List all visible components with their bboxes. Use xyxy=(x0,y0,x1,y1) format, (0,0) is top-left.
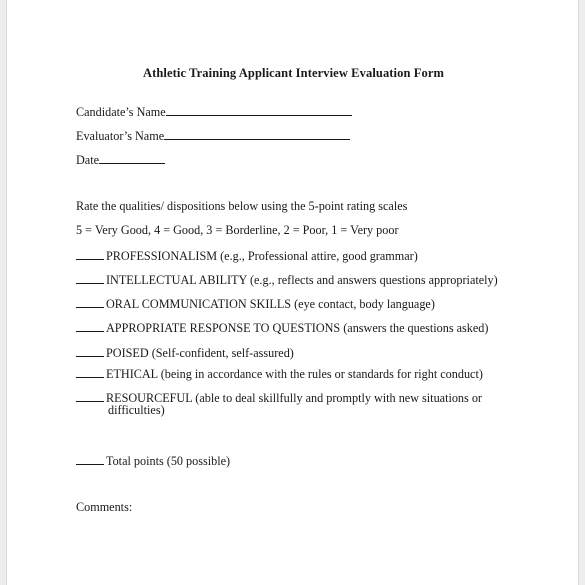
document-page xyxy=(6,0,579,585)
criterion-professionalism: PROFESSIONALISM (e.g., Professional attire, good grammar) xyxy=(76,247,418,263)
date-label: Date xyxy=(76,153,100,167)
candidate-name-row xyxy=(76,103,352,119)
rating-blank[interactable] xyxy=(76,344,104,357)
evaluator-name-field[interactable] xyxy=(164,127,350,140)
candidate-name-label: Candidate’s Name xyxy=(76,105,166,119)
criterion-resourceful-cont: difficulties) xyxy=(108,403,165,417)
criterion-oral-communication: ORAL COMMUNICATION SKILLS (eye contact, body language) xyxy=(76,295,435,311)
criterion-resourceful: RESOURCEFUL (able to deal skillfully and promptly with new situations or xyxy=(76,389,482,405)
criterion-appropriate-response: APPROPRIATE RESPONSE TO QUESTIONS (answers the questions asked) xyxy=(76,319,488,335)
rating-blank[interactable] xyxy=(76,365,104,378)
comments-label: Comments: xyxy=(76,500,133,514)
evaluator-name-label: Evaluator’s Name xyxy=(76,129,165,143)
rating-blank[interactable] xyxy=(76,319,104,332)
form-title: Athletic Training Applicant Interview Evaluation Form xyxy=(142,66,445,80)
candidate-name-field[interactable] xyxy=(166,103,352,116)
rating-blank[interactable] xyxy=(76,247,104,260)
rating-scale: 5 = Very Good, 4 = Good, 3 = Borderline, 2 = Poor, 1 = Very poor xyxy=(76,223,399,237)
instructions: Rate the qualities/ dispositions below using the 5-point rating scales xyxy=(76,199,408,213)
criterion-ethical: ETHICAL (being in accordance with the rules or standards for right conduct) xyxy=(76,365,483,381)
rating-blank[interactable] xyxy=(76,295,104,308)
evaluator-name-row xyxy=(76,127,350,143)
date-field[interactable] xyxy=(99,151,165,164)
rating-blank[interactable] xyxy=(76,389,104,402)
date-row xyxy=(76,151,165,167)
criterion-intellectual-ability: INTELLECTUAL ABILITY (e.g., reflects and answers questions appropriately) xyxy=(76,271,498,287)
rating-blank[interactable] xyxy=(76,271,104,284)
criterion-poised: POISED (Self-confident, self-assured) xyxy=(76,344,294,360)
total-points-row: Total points (50 possible) xyxy=(76,452,230,468)
total-points-blank[interactable] xyxy=(76,452,104,465)
